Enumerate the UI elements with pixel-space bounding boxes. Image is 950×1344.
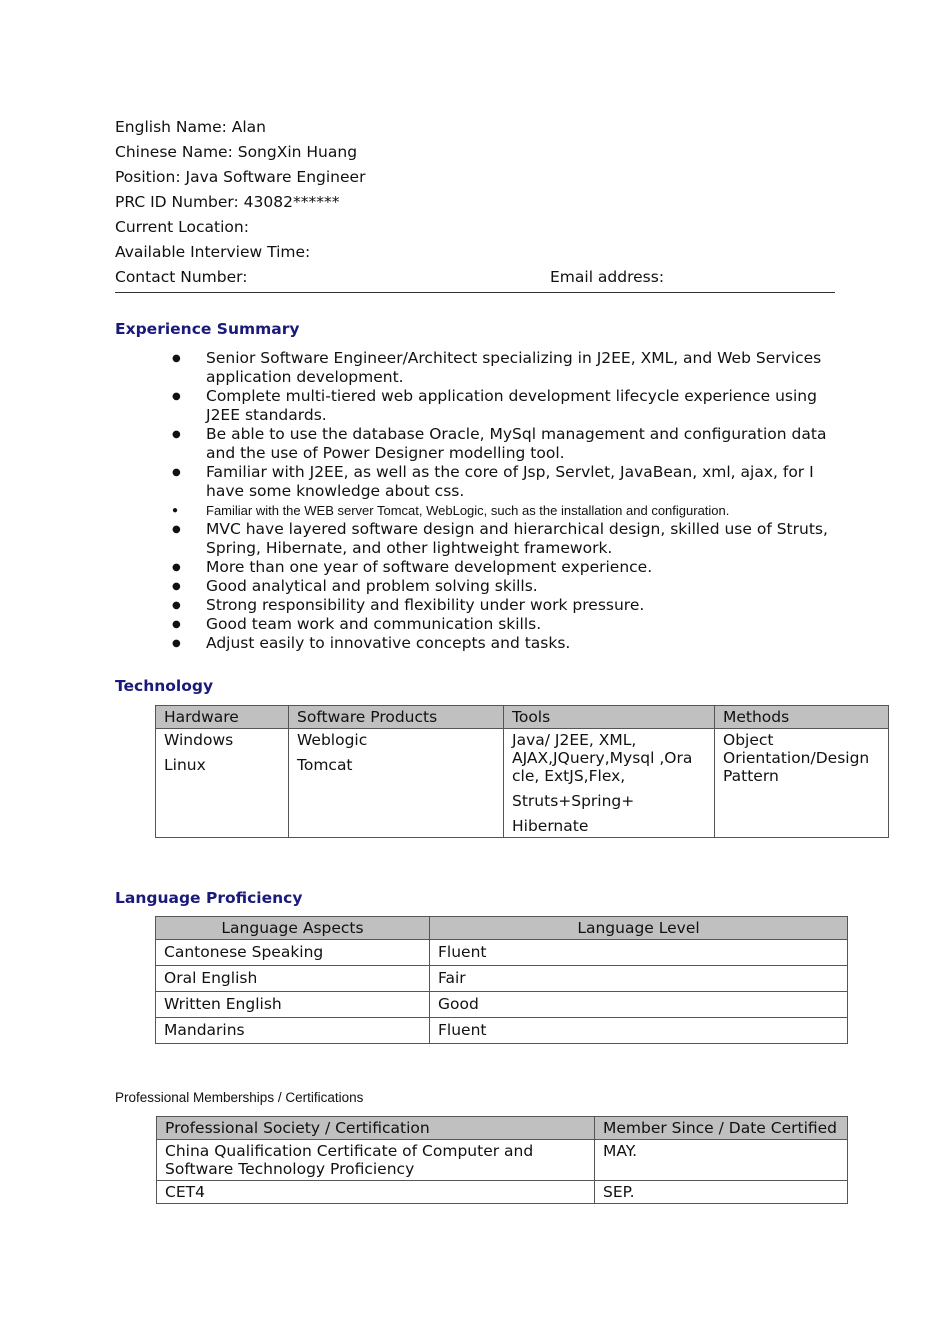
certification-name: China Qualification Certificate of Computer and Software Technology Proficiency: [157, 1140, 595, 1181]
table-row: [157, 1140, 848, 1181]
experience-heading: Experience Summary: [115, 320, 300, 338]
software-item: Tomcat: [297, 756, 353, 774]
experience-item: ● More than one year of software development experience.: [115, 558, 845, 577]
language-table: [155, 916, 848, 1044]
hardware-item: Windows: [164, 731, 234, 749]
header-software-products: Software Products: [289, 706, 504, 729]
language-heading: Language Proficiency: [115, 889, 303, 907]
header-certification: Professional Society / Certification: [157, 1117, 595, 1140]
table-row: [157, 1181, 848, 1204]
technology-row: [156, 729, 889, 838]
language-level: Fluent: [430, 1018, 848, 1044]
header-language-level: Language Level: [430, 917, 848, 940]
hardware-cell: [156, 729, 289, 838]
header-hardware: Hardware: [156, 706, 289, 729]
technology-header-row: [156, 706, 889, 729]
language-header-row: [156, 917, 848, 940]
tools-item: Struts+Spring+: [512, 792, 635, 810]
language-level: Good: [430, 992, 848, 1018]
certification-name: CET4: [157, 1181, 595, 1204]
certifications-table: [156, 1116, 848, 1204]
table-row: [156, 940, 848, 966]
table-row: [156, 966, 848, 992]
header-methods: Methods: [715, 706, 889, 729]
experience-item: ● MVC have layered software design and hierarchical design, skilled use of Struts, Spring, Hibernate, and other lightweight framework.: [115, 520, 845, 558]
language-aspect: Written English: [156, 992, 430, 1018]
experience-item: ● Complete multi-tiered web application development lifecycle experience using J2EE standards.: [115, 387, 845, 425]
methods-cell: Object Orientation/Design Pattern: [715, 729, 889, 838]
experience-item: ● Familiar with J2EE, as well as the core of Jsp, Servlet, JavaBean, xml, ajax, for I have some knowledge about css.: [115, 463, 845, 501]
hardware-item: Linux: [164, 756, 206, 774]
interview-time: Available Interview Time:: [115, 243, 311, 261]
certifications-header-row: [157, 1117, 848, 1140]
software-item: Weblogic: [297, 731, 368, 749]
header-date-certified: Member Since / Date Certified: [595, 1117, 848, 1140]
position: Position: Java Software Engineer: [115, 168, 366, 186]
table-row: [156, 1018, 848, 1044]
experience-item: ● Adjust easily to innovative concepts and tasks.: [115, 634, 845, 653]
language-aspect: Cantonese Speaking: [156, 940, 430, 966]
certification-date: SEP.: [595, 1181, 848, 1204]
chinese-name: Chinese Name: SongXin Huang: [115, 143, 358, 161]
header-tools: Tools: [504, 706, 715, 729]
tools-item: Hibernate: [512, 817, 589, 835]
technology-heading: Technology: [115, 677, 214, 695]
experience-item: ● Strong responsibility and flexibility under work pressure.: [115, 596, 845, 615]
prc-id-number: PRC ID Number: 43082******: [115, 193, 340, 211]
contact-number: Contact Number:: [115, 268, 248, 286]
header-language-aspects: Language Aspects: [156, 917, 430, 940]
language-level: Fluent: [430, 940, 848, 966]
tools-item: Java/ J2EE, XML, AJAX,JQuery,Mysql ,Ora cle, ExtJS,Flex,: [512, 731, 693, 785]
language-aspect: Oral English: [156, 966, 430, 992]
table-row: [156, 992, 848, 1018]
tools-cell: [504, 729, 715, 838]
software-cell: [289, 729, 504, 838]
english-name: English Name: Alan: [115, 118, 267, 136]
experience-item: ● Familiar with the WEB server Tomcat, WebLogic, such as the installation and configuration.: [115, 501, 845, 520]
current-location: Current Location:: [115, 218, 249, 236]
experience-item: ● Senior Software Engineer/Architect specializing in J2EE, XML, and Web Services application development.: [115, 349, 845, 387]
experience-item: ● Be able to use the database Oracle, MySql management and configuration data and the use of Power Designer modelling tool.: [115, 425, 845, 463]
experience-item: ● Good analytical and problem solving skills.: [115, 577, 845, 596]
experience-item: ● Good team work and communication skills.: [115, 615, 845, 634]
experience-list: [115, 349, 845, 653]
language-level: Fair: [430, 966, 848, 992]
email-address: Email address:: [550, 268, 665, 286]
technology-table: [155, 705, 889, 838]
header-divider: [115, 292, 835, 293]
language-aspect: Mandarins: [156, 1018, 430, 1044]
certifications-heading: Professional Memberships / Certifications: [115, 1090, 364, 1105]
certification-date: MAY.: [595, 1140, 848, 1181]
